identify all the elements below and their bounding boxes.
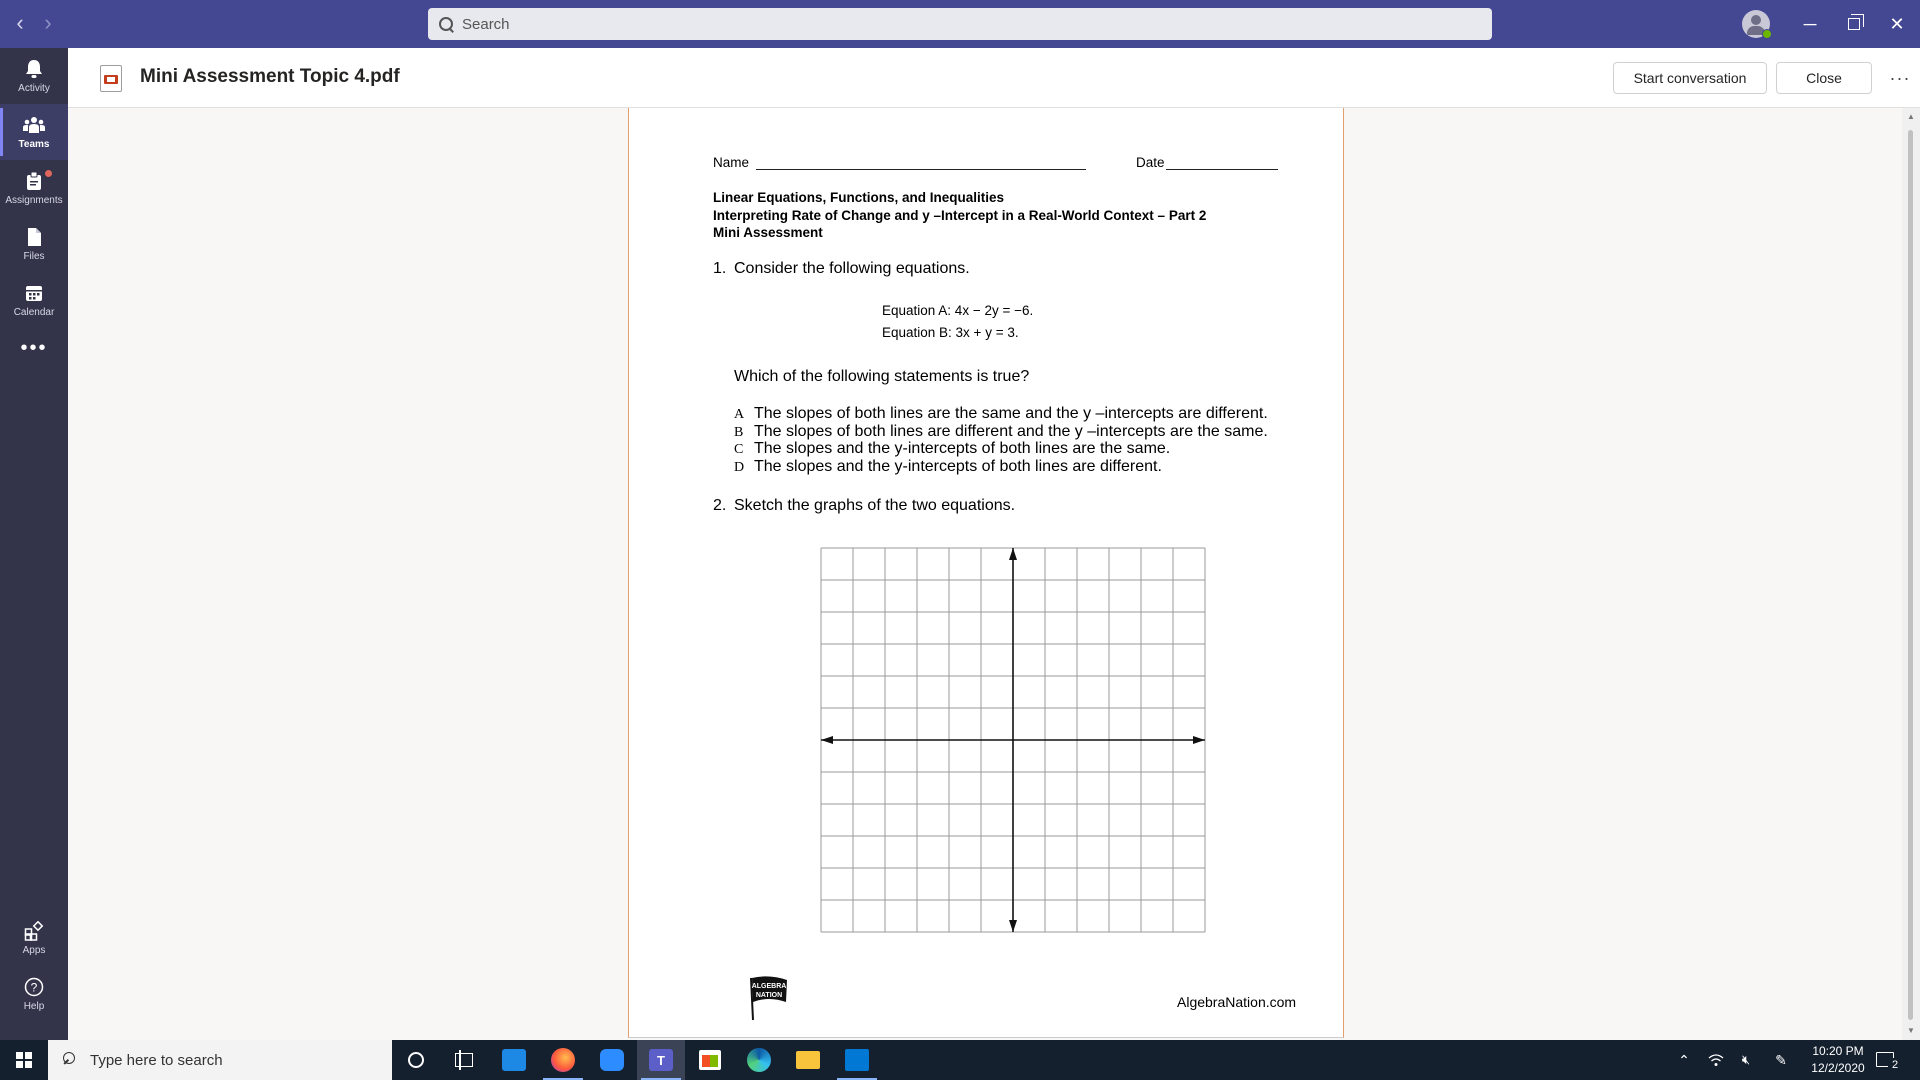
windows-logo-icon [16, 1052, 32, 1068]
clock-date: 12/2/2020 [1811, 1061, 1865, 1075]
search-icon [60, 1052, 76, 1068]
system-clock[interactable] [1793, 1043, 1883, 1077]
rail-item-files[interactable] [0, 216, 68, 272]
volume-button[interactable] [1734, 1040, 1758, 1080]
rail-label: Help [23, 1001, 45, 1012]
y-axis-up-arrow-icon [1009, 548, 1017, 560]
algebra-nation-logo [747, 974, 791, 1027]
assignments-icon [23, 170, 45, 192]
restore-icon [1848, 18, 1860, 30]
document-titles [713, 189, 1206, 242]
minimize-button[interactable]: ─ [1803, 13, 1817, 34]
pen-button[interactable] [1770, 1040, 1792, 1080]
svg-text:?: ? [30, 980, 38, 995]
file-header [68, 48, 1920, 108]
close-button[interactable]: Close [1776, 62, 1872, 94]
option-letter: C [734, 442, 744, 457]
rail-item-assignments[interactable] [0, 160, 68, 216]
rail-item-more[interactable] [0, 328, 68, 368]
zoom-icon [600, 1049, 624, 1071]
answer-option [734, 441, 1268, 459]
footer-website: AlgebraNation.com [1177, 994, 1297, 1010]
answer-option [734, 459, 1268, 477]
bell-icon [23, 58, 45, 80]
scroll-down-icon[interactable]: ▼ [1907, 1026, 1915, 1035]
more-options-icon[interactable]: ··· [1889, 67, 1911, 88]
rail-label: Activity [18, 83, 50, 94]
rail-label: Assignments [5, 195, 63, 206]
windows-taskbar [0, 1040, 1920, 1080]
question-number: 1. [713, 260, 727, 277]
option-letter: B [734, 424, 744, 440]
title-bar [0, 0, 1920, 48]
search-input[interactable] [462, 16, 1362, 33]
option-letter: D [734, 459, 745, 475]
date-label: Date [1136, 155, 1165, 170]
photos-app-button[interactable] [833, 1040, 881, 1080]
taskbar-search-box[interactable] [48, 1040, 392, 1080]
notification-count: 2 [1888, 1058, 1902, 1072]
vertical-scrollbar[interactable] [1902, 108, 1920, 1040]
pdf-page [628, 108, 1344, 1038]
option-text: The slopes and the y-intercepts of both lines are different. [754, 457, 1162, 475]
teams-icon [23, 114, 45, 136]
clock-time: 10:20 PM [1812, 1044, 1864, 1058]
wifi-icon [1708, 1053, 1724, 1067]
rail-label: Teams [18, 139, 50, 150]
task-view-icon [455, 1053, 473, 1067]
equation-a: Equation A: 4x − 2y = −6. [882, 303, 1034, 318]
rail-item-help[interactable] [0, 966, 68, 1022]
question-number: 2. [713, 497, 727, 514]
back-arrow-icon[interactable]: ‹ [16, 10, 24, 35]
forward-arrow-icon[interactable]: › [44, 10, 52, 35]
x-axis-right-arrow-icon [1193, 736, 1205, 744]
option-text: The slopes of both lines are different and the y –intercepts are the same. [754, 422, 1268, 440]
rail-label: Apps [22, 945, 46, 956]
calendar-icon [23, 282, 45, 304]
question-text: Sketch the graphs of the two equations. [734, 497, 1016, 514]
files-icon [23, 226, 45, 248]
chevron-up-icon: ⌃ [1678, 1051, 1690, 1068]
scroll-thumb[interactable] [1908, 130, 1913, 1020]
pdf-viewer[interactable] [68, 108, 1902, 1040]
title-line: Mini Assessment [713, 225, 823, 240]
rail-item-calendar[interactable] [0, 272, 68, 328]
store-app-button[interactable] [686, 1040, 734, 1080]
rail-item-activity[interactable] [0, 48, 68, 104]
rail-label: Calendar [13, 307, 55, 318]
action-center-button[interactable] [1876, 1049, 1902, 1073]
question-text: Consider the following equations. [734, 260, 970, 277]
answer-option [734, 424, 1268, 442]
window-close-button[interactable]: ✕ [1889, 13, 1905, 34]
app-rail [0, 48, 68, 1040]
y-axis-down-arrow-icon [1009, 920, 1017, 932]
store-icon [699, 1050, 721, 1070]
title-line: Interpreting Rate of Change and y –Intercept in a Real-World Context – Part 2 [713, 207, 1207, 223]
help-icon [23, 976, 45, 998]
mail-icon [502, 1049, 526, 1071]
file-explorer-button[interactable] [784, 1040, 832, 1080]
name-underline [756, 169, 1086, 170]
edge-app-button[interactable] [735, 1040, 783, 1080]
x-axis-left-arrow-icon [821, 736, 833, 744]
presence-available-icon [1762, 29, 1772, 39]
cortana-button[interactable] [392, 1040, 440, 1080]
pdf-file-icon [100, 65, 122, 92]
question-prompt: Which of the following statements is true? [734, 368, 1030, 385]
svg-text:ALGEBRA: ALGEBRA [751, 983, 787, 990]
cortana-icon [408, 1052, 424, 1068]
edge-icon [747, 1048, 771, 1072]
start-button[interactable] [0, 1040, 48, 1080]
option-text: The slopes and the y-intercepts of both lines are the same. [754, 440, 1171, 457]
volume-muted-icon: 🔇︎ [1741, 1052, 1751, 1067]
coordinate-grid-svg [813, 540, 1213, 940]
rail-item-apps[interactable] [0, 910, 68, 966]
task-view-button[interactable] [440, 1040, 488, 1080]
mail-app-button[interactable] [490, 1040, 538, 1080]
show-hidden-icons-button[interactable] [1672, 1040, 1696, 1080]
notification-dot-icon [45, 170, 52, 177]
start-conversation-button[interactable]: Start conversation [1613, 62, 1767, 94]
answer-option [734, 406, 1268, 424]
restore-button[interactable] [1831, 0, 1877, 48]
photos-icon [845, 1049, 869, 1071]
apps-icon [23, 920, 45, 942]
search-icon [438, 16, 454, 32]
zoom-app-button[interactable] [588, 1040, 636, 1080]
rail-label: Files [23, 251, 45, 262]
file-title: Mini Assessment Topic 4.pdf [140, 66, 400, 87]
folder-icon [796, 1051, 820, 1069]
coordinate-grid [813, 540, 1213, 945]
scroll-up-icon[interactable]: ▲ [1907, 112, 1915, 121]
name-label: Name [713, 155, 750, 170]
network-button[interactable] [1704, 1040, 1728, 1080]
date-underline [1166, 169, 1278, 170]
search-box[interactable] [428, 8, 1492, 40]
title-line: Linear Equations, Functions, and Inequalities [713, 190, 1005, 205]
svg-text:NATION: NATION [755, 992, 783, 999]
equation-b: Equation B: 3x + y = 3. [882, 325, 1019, 340]
teams-app-icon: T [649, 1049, 673, 1071]
taskbar-search-input[interactable] [90, 1052, 370, 1069]
answer-options [734, 406, 1268, 476]
rail-item-teams[interactable] [0, 104, 68, 160]
more-icon: ••• [20, 336, 48, 359]
firefox-icon [551, 1048, 575, 1072]
teams-app-button[interactable] [637, 1040, 685, 1080]
pen-icon: ✎ [1775, 1051, 1787, 1068]
firefox-app-button[interactable] [539, 1040, 587, 1080]
option-text: The slopes of both lines are the same and the y –intercepts are different. [754, 405, 1268, 422]
option-letter: A [734, 407, 745, 422]
